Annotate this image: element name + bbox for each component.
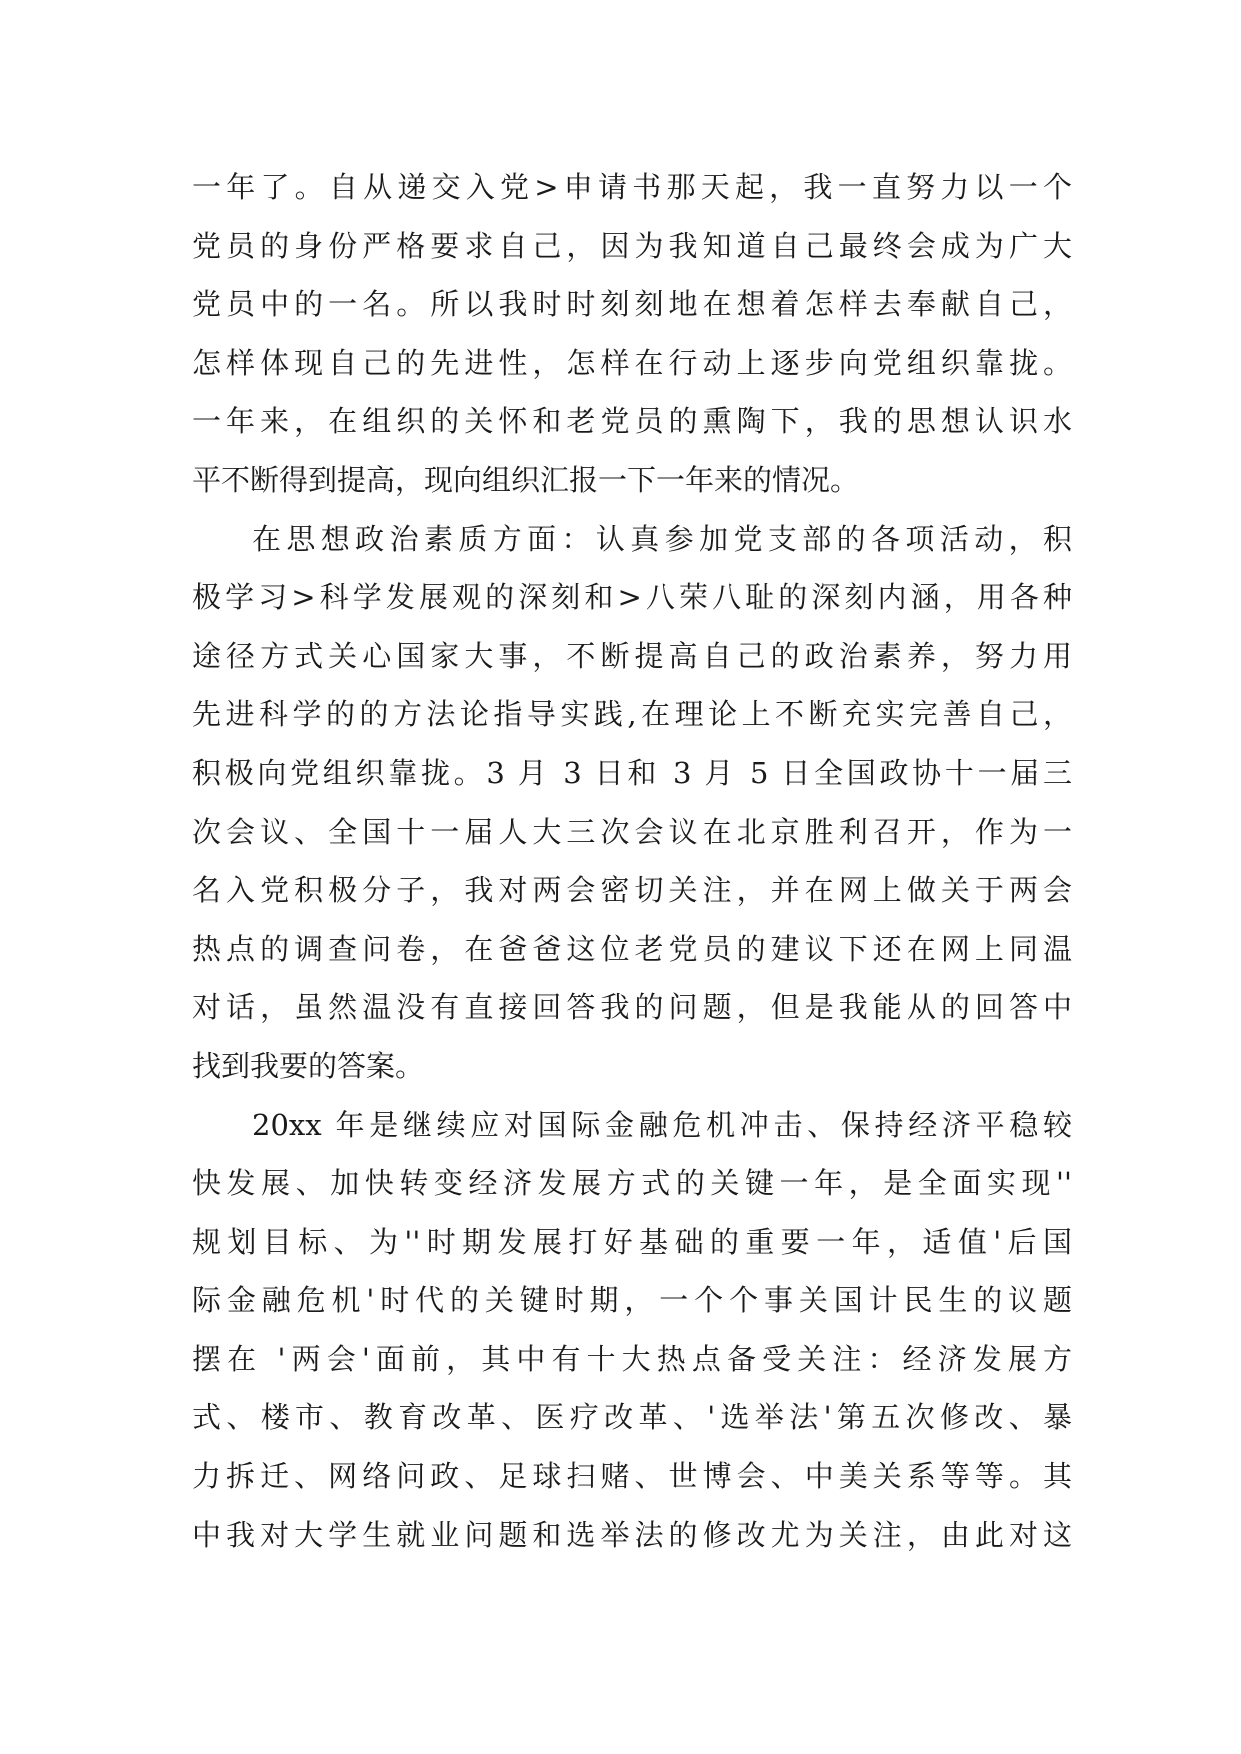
text-line: 极学习>科学发展观的深刻和>八荣八耻的深刻内涵，用各种 — [192, 580, 1072, 615]
text-line: 先进科学的的方法论指导实践,在理论上不断充实完善自己， — [192, 697, 1072, 732]
text-line: 热点的调查问卷，在爸爸这位老党员的建议下还在网上同温 — [192, 931, 1072, 966]
text-line: 党员的身份严格要求自己，因为我知道自己最终会成为广大 — [192, 228, 1072, 263]
text-line: 中我对大学生就业问题和选举法的修改尤为关注，由此对这 — [192, 1517, 1072, 1552]
document-body — [192, 158, 1072, 1564]
text-line: 20xx 年是继续应对国际金融危机冲击、保持经济平稳较 — [252, 1107, 1072, 1142]
text-line: 一年了。自从递交入党>申请书那天起，我一直努力以一个 — [192, 170, 1072, 204]
text-line: 际金融危机'时代的关键时期，一个个事关国计民生的议题 — [192, 1283, 1072, 1318]
text-line: 力拆迁、网络问政、足球扫赌、世博会、中美关系等等。其 — [192, 1459, 1072, 1494]
text-line: 对话，虽然温没有直接回答我的问题，但是我能从的回答中 — [192, 990, 1072, 1025]
text-line: 在思想政治素质方面：认真参加党支部的各项活动，积 — [252, 521, 1072, 556]
text-line: 摆在 '两会'面前，其中有十大热点备受关注：经济发展方 — [192, 1341, 1072, 1376]
text-line: 平不断得到提高，现向组织汇报一下一年来的情况。 — [192, 462, 860, 497]
paragraph-2 — [192, 510, 1072, 1096]
text-line: 怎样体现自己的先进性，怎样在行动上逐步向党组织靠拢。 — [192, 345, 1072, 380]
text-line: 次会议、全国十一届人大三次会议在北京胜利召开，作为一 — [192, 814, 1072, 849]
text-line: 找到我要的答案。 — [192, 1048, 425, 1083]
paragraph-1 — [192, 158, 1072, 510]
text-line: 式、楼市、教育改革、医疗改革、'选举法'第五次修改、暴 — [192, 1400, 1072, 1435]
paragraph-3 — [192, 1096, 1072, 1565]
text-line: 积极向党组织靠拢。3 月 3 日和 3 月 5 日全国政协十一届三 — [192, 755, 1072, 790]
text-line: 名入党积极分子，我对两会密切关注，并在网上做关于两会 — [192, 873, 1072, 908]
text-line: 规划目标、为''时期发展打好基础的重要一年，适值'后国 — [192, 1224, 1072, 1259]
text-line: 快发展、加快转变经济发展方式的关键一年，是全面实现'' — [192, 1166, 1072, 1201]
text-line: 途径方式关心国家大事，不断提高自己的政治素养，努力用 — [192, 638, 1072, 673]
text-line: 党员中的一名。所以我时时刻刻地在想着怎样去奉献自己， — [192, 287, 1072, 322]
text-line: 一年来，在组织的关怀和老党员的熏陶下，我的思想认识水 — [192, 404, 1072, 439]
